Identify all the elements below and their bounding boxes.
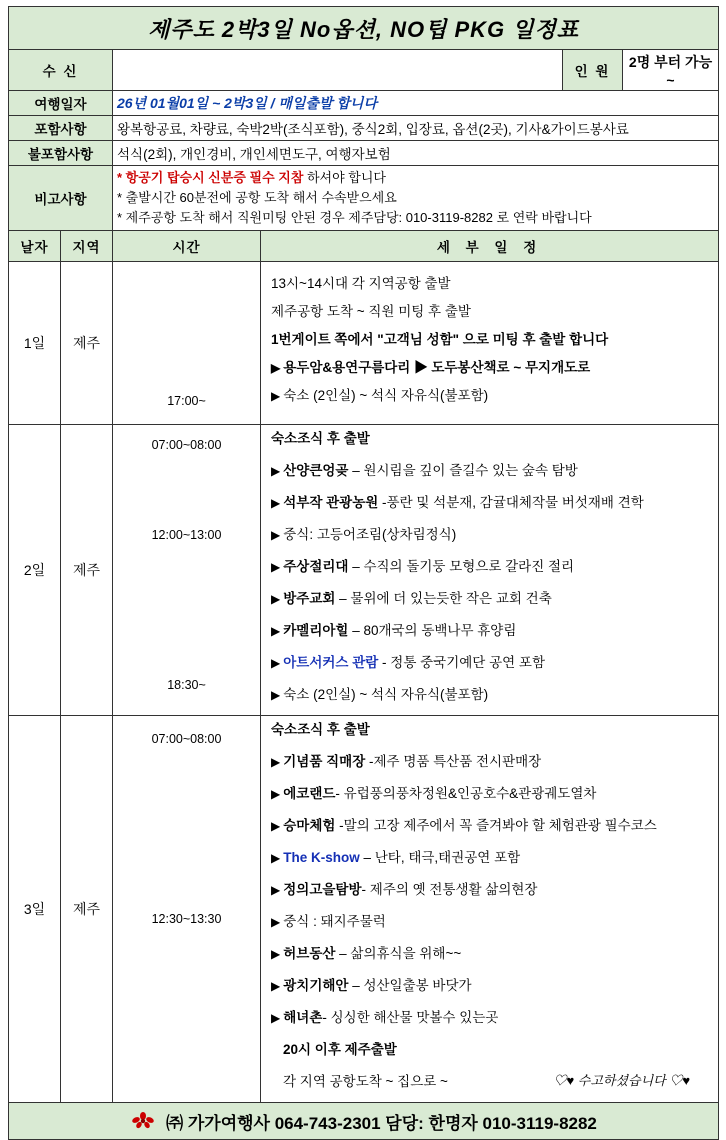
time-item [117, 1030, 256, 1060]
time-item: 07:00~08:00 [151, 732, 222, 747]
time-item [117, 496, 256, 526]
time-item [117, 970, 256, 1000]
schedule-item-title: 방주교회 [283, 591, 336, 607]
schedule-item-text: 중식: 고등어조림(상차림정식) [283, 527, 457, 543]
schedule-item-title: 허브동산 [283, 946, 336, 962]
day-row [9, 425, 719, 716]
schedule-item [265, 1070, 714, 1100]
schedule-item [265, 555, 714, 587]
day-schedule [261, 262, 719, 425]
closing-note: ♡♥ 수고하셨습니다 ♡♥ [553, 1073, 691, 1089]
remark-item-1 [117, 168, 714, 188]
schedule-item-desc: – 삶의휴식을 위해~~ [335, 946, 462, 962]
bullet-icon: ▶ [271, 787, 281, 802]
recipient-value [113, 50, 563, 91]
date-row [9, 91, 719, 116]
bullet-icon: ▶ [271, 819, 281, 834]
time-item [117, 790, 256, 820]
schedule-item [265, 384, 714, 414]
schedule-item [265, 587, 714, 619]
time-item [117, 586, 256, 616]
day-row [9, 716, 719, 1103]
schedule-item [265, 782, 714, 814]
schedule-item-text: 각 지역 공항도착 ~ 집으로 ~ [283, 1074, 448, 1090]
schedule-item-title: 에코랜드 [283, 786, 336, 802]
recipient-row [9, 50, 719, 91]
schedule-item-desc: – 80개국의 동백나무 휴양림 [348, 623, 517, 639]
bullet-icon: ▶ [271, 528, 281, 543]
bullet-icon: ▶ [271, 883, 281, 898]
day-schedule [261, 716, 719, 1103]
schedule-item-desc: – 물위에 더 있는듯한 작은 교회 건축 [335, 591, 552, 607]
schedule-item [265, 942, 714, 974]
bullet-icon: ▶ [271, 688, 281, 703]
time-item: 07:00~08:00 [151, 438, 222, 453]
schedule-item-desc: -제주 명품 특산품 전시판매장 [365, 754, 542, 770]
schedule-item [265, 814, 714, 846]
schedule-item [265, 1006, 714, 1038]
schedule-item-desc: – 원시림을 깊이 즐길수 있는 숲속 탐방 [348, 463, 578, 479]
day-schedule [261, 425, 719, 716]
schedule-item [265, 750, 714, 782]
schedule-item [265, 491, 714, 523]
day-region: 제주 [61, 262, 113, 425]
schedule-item-text: 중식 : 돼지주물럭 [283, 914, 386, 930]
schedule-item-title: 카멜리아힐 [283, 623, 349, 639]
column-header-time: 시간 [113, 231, 261, 262]
time-item [117, 646, 256, 676]
column-header-row [9, 231, 719, 262]
bullet-icon: ▶ [271, 592, 281, 607]
recipient-label: 수 신 [9, 50, 113, 91]
schedule-item-title: 승마체험 [283, 818, 336, 834]
schedule-item-desc: -말의 고장 제주에서 꼭 즐겨봐야 할 체험관광 필수코스 [335, 818, 657, 834]
time-item [117, 760, 256, 790]
time-item [117, 264, 256, 296]
schedule-item [265, 683, 714, 713]
schedule-item [265, 619, 714, 651]
included-value: 왕복항공료, 차량료, 숙박2박(조식포함), 중식2회, 입장료, 옵션(2곳), 기사&가이드봉사료 [113, 116, 719, 141]
schedule-item-title: 산양큰엉곶 [283, 463, 349, 479]
time-item [117, 556, 256, 586]
schedule-item-desc: – 난타, 태극,태권공연 포함 [359, 850, 521, 866]
included-row [9, 116, 719, 141]
bullet-icon: ▶ [271, 1011, 281, 1026]
remark-item-3: * 제주공항 도착 해서 직원미팅 안된 경우 제주담당: 010-3119-8282 로 연락 바랍니다 [117, 210, 592, 226]
bullet-icon: ▶ [271, 947, 281, 962]
schedule-item-title: 광치기해안 [283, 978, 349, 994]
remark-label: 비고사항 [9, 166, 113, 231]
bullet-icon: ▶ [271, 915, 281, 930]
day-region: 제주 [61, 716, 113, 1103]
schedule-item-desc: – 수직의 돌기둥 모형으로 갈라진 절리 [348, 559, 575, 575]
day-times [113, 716, 261, 1103]
time-item [117, 466, 256, 496]
time-item [117, 360, 256, 392]
schedule-item-title: The K-show [283, 850, 360, 866]
schedule-item: 숙소조식 후 출발 [271, 431, 370, 447]
schedule-item-title: 석부작 관광농원 [283, 495, 379, 511]
schedule-item [265, 523, 714, 555]
day-number: 3일 [9, 716, 61, 1103]
footer [9, 1103, 719, 1140]
day-times [113, 262, 261, 425]
day-number: 1일 [9, 262, 61, 425]
remark-highlight: * 항공기 탑승시 신분증 필수 지참 [117, 170, 304, 185]
column-header-region: 지역 [61, 231, 113, 262]
schedule-item-title: 주상절리대 [283, 559, 349, 575]
bullet-icon: ▶ [271, 755, 281, 770]
schedule-item: 제주공항 도착 ~ 직원 미팅 후 출발 [271, 304, 471, 320]
day-number: 2일 [9, 425, 61, 716]
title-row [9, 7, 719, 50]
remarks-row [9, 166, 719, 231]
bullet-icon: ▶ [271, 656, 281, 671]
time-item: 17:00~ [167, 394, 206, 409]
schedule-item-text: 숙소 (2인실) ~ 석식 자유식(불포함) [283, 687, 489, 703]
time-item [117, 850, 256, 880]
schedule-item [265, 459, 714, 491]
schedule-item: 13시~14시대 각 지역공항 출발 [271, 276, 451, 292]
schedule-item-title: 정의고을탐방 [283, 882, 362, 898]
schedule-item: 1번게이트 쪽에서 "고객님 성함" 으로 미팅 후 출발 합니다 [271, 332, 609, 348]
people-value: 2명 부터 가능~ [623, 50, 719, 91]
itinerary-table [8, 6, 719, 1140]
schedule-item-desc: - 유럽풍의풍차정원&인공호수&관광궤도열차 [335, 786, 597, 802]
flower-logo-icon [130, 1111, 156, 1131]
bullet-icon: ▶ [271, 979, 281, 994]
page-title: 제주도 2박3일 No옵션, NO팁 PKG 일정표 [9, 7, 719, 50]
schedule-item [265, 846, 714, 878]
column-header-schedule: 세 부 일 정 [261, 231, 719, 262]
time-item: 18:30~ [167, 678, 206, 693]
date-value: 26년 01월01일 ~ 2박3일 / 매일출발 합니다 [113, 91, 719, 116]
time-item [117, 328, 256, 360]
schedule-item [265, 651, 714, 683]
bullet-icon: ▶ [271, 464, 281, 479]
schedule-item [265, 974, 714, 1006]
day-row [9, 262, 719, 425]
schedule-item-desc: - 싱싱한 해산물 맛볼수 있는곳 [322, 1010, 499, 1026]
column-header-day: 날자 [9, 231, 61, 262]
schedule-item-title: 기념품 직매장 [283, 754, 366, 770]
day-times [113, 425, 261, 716]
day-region: 제주 [61, 425, 113, 716]
bullet-icon: ▶ [271, 361, 281, 376]
bullet-icon: ▶ [271, 389, 281, 404]
schedule-item [265, 878, 714, 910]
time-item [117, 1060, 256, 1088]
schedule-item [265, 910, 714, 942]
time-item [117, 616, 256, 646]
excluded-label: 불포함사항 [9, 141, 113, 166]
schedule-item-title: 아트서커스 관람 [283, 655, 379, 671]
time-item [117, 296, 256, 328]
time-item [117, 820, 256, 850]
schedule-item [265, 356, 714, 384]
excluded-value: 석식(2회), 개인경비, 개인세면도구, 여행자보험 [113, 141, 719, 166]
schedule-item-desc: – 성산일출봉 바닷가 [348, 978, 472, 994]
schedule-item-desc: - 정통 중국기예단 공연 포함 [378, 655, 545, 671]
time-item: 12:30~13:30 [151, 912, 222, 927]
footer-row [9, 1103, 719, 1140]
time-item [117, 1000, 256, 1030]
remark-item-2: * 출발시간 60분전에 공항 도착 해서 수속받으세요 [117, 190, 397, 206]
date-label: 여행일자 [9, 91, 113, 116]
time-item [117, 880, 256, 910]
footer-company-text: ㈜ 가가여행사 064-743-2301 담당: 한명자 010-3119-8282 [166, 1113, 597, 1133]
bullet-icon: ▶ [271, 560, 281, 575]
schedule-item-text: 숙소 (2인실) ~ 석식 자유식(불포함) [283, 388, 489, 404]
bullet-icon: ▶ [271, 624, 281, 639]
time-item: 12:00~13:00 [151, 528, 222, 543]
schedule-item-title: 해녀촌 [283, 1010, 323, 1026]
schedule-item: 20시 이후 제주출발 [283, 1042, 397, 1058]
remark-text: 하셔야 합니다 [303, 170, 386, 185]
remark-list [113, 166, 719, 231]
schedule-item-desc: - 제주의 옛 전통생활 삶의현장 [361, 882, 538, 898]
schedule-item: 숙소조식 후 출발 [271, 722, 370, 738]
bullet-icon: ▶ [271, 851, 281, 866]
people-label: 인 원 [563, 50, 623, 91]
included-label: 포함사항 [9, 116, 113, 141]
time-item [117, 940, 256, 970]
schedule-item-text: 용두암&용연구름다리 ▶ 도두봉산책로 ~ 무지개도로 [283, 360, 591, 376]
bullet-icon: ▶ [271, 496, 281, 511]
schedule-item-desc: -풍란 및 석분재, 감귤대체작물 버섯재배 견학 [378, 495, 644, 511]
excluded-row [9, 141, 719, 166]
